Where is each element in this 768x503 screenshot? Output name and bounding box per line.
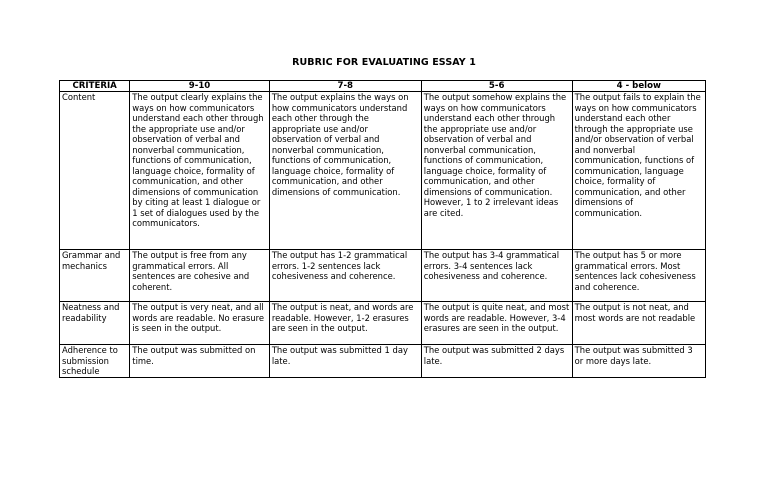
header-score-7-8: 7-8 [269, 81, 421, 92]
table-row [60, 250, 706, 302]
criteria-cell: Content [60, 92, 130, 250]
table-row [60, 345, 706, 378]
descriptor-cell: The output fails to explain the ways on how communicators understand each other through the appropriate use and/or observation of verbal and nonverbal communication, functions of communication, language choice, formality of communication, and other dimensions of communication. [572, 92, 705, 250]
descriptor-cell: The output has 1-2 grammatical errors. 1-2 sentences lack cohesiveness and coherence. [269, 250, 421, 302]
header-score-5-6: 5-6 [421, 81, 572, 92]
descriptor-cell: The output was submitted on time. [130, 345, 270, 378]
descriptor-cell: The output has 3-4 grammatical errors. 3-4 sentences lack cohesiveness and coherence. [421, 250, 572, 302]
descriptor-cell: The output is quite neat, and most words are readable. However, 3-4 erasures are seen in the output. [421, 302, 572, 345]
header-score-9-10: 9-10 [130, 81, 270, 92]
table-row [60, 302, 706, 345]
descriptor-cell: The output has 5 or more grammatical errors. Most sentences lack cohesiveness and coherence. [572, 250, 705, 302]
criteria-cell: Adherence to submission schedule [60, 345, 130, 378]
document-title: RUBRIC FOR EVALUATING ESSAY 1 [292, 57, 476, 68]
descriptor-cell: The output clearly explains the ways on how communicators understand each other through the appropriate use and/or observation of verbal and nonverbal communication, functions of communication, language choice, formality of communication, and other dimensions of communication by citing at least 1 dialogue or 1 set of dialogues used by the communicators. [130, 92, 270, 250]
criteria-cell: Grammar and mechanics [60, 250, 130, 302]
descriptor-cell: The output somehow explains the ways on how communicators understand each other through the appropriate use and/or observation of verbal and nonverbal communication, functions of communication, language choice, formality of communication, and other dimensions of communication. However, 1 to 2 irrelevant ideas are cited. [421, 92, 572, 250]
criteria-cell: Neatness and readability [60, 302, 130, 345]
header-criteria: CRITERIA [60, 81, 130, 92]
descriptor-cell: The output explains the ways on how communicators understand each other through the appropriate use and/or observation of verbal and nonverbal communication, functions of communication, language choice, formality of communication, and other dimensions of communication. [269, 92, 421, 250]
descriptor-cell: The output is not neat, and most words are not readable [572, 302, 705, 345]
header-score-4-below: 4 - below [572, 81, 705, 92]
table-row [60, 92, 706, 250]
descriptor-cell: The output is very neat, and all words are readable. No erasure is seen in the output. [130, 302, 270, 345]
descriptor-cell: The output is neat, and words are readable. However, 1-2 erasures are seen in the output. [269, 302, 421, 345]
descriptor-cell: The output was submitted 2 days late. [421, 345, 572, 378]
descriptor-cell: The output was submitted 3 or more days late. [572, 345, 705, 378]
descriptor-cell: The output was submitted 1 day late. [269, 345, 421, 378]
header-row [60, 81, 706, 92]
rubric-table [59, 80, 706, 378]
descriptor-cell: The output is free from any grammatical errors. All sentences are cohesive and coherent. [130, 250, 270, 302]
